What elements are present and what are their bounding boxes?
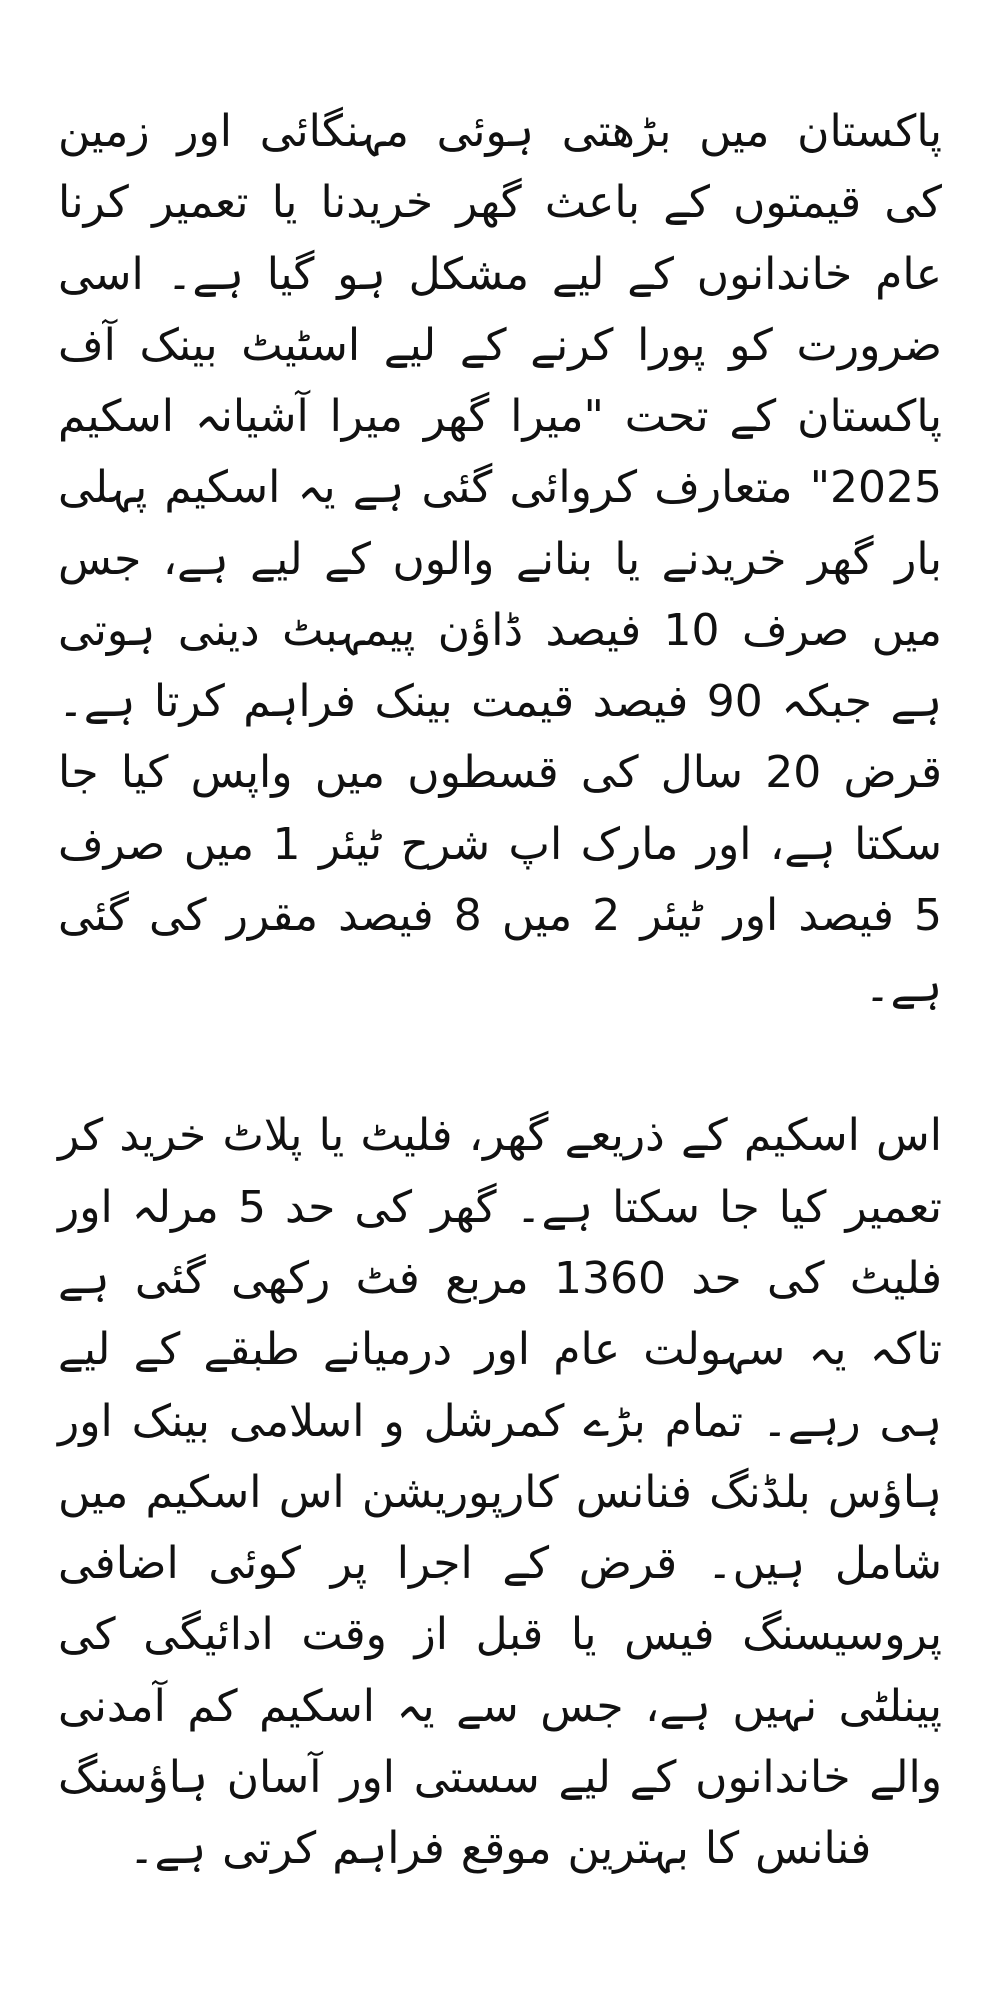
paragraph-2: اس اسکیم کے ذریعے گھر، فلیٹ یا پلاٹ خرید کر تعمیر کیا جا سکتا ہے۔ گھر کی حد 5 مرلہ اور فلیٹ کی حد 1360 مربع فٹ رکھی گئی ہے تاکہ یہ سہولت عام اور درمیانے طبقے کے لیے ہی رہے۔ تمام بڑے کمرشل و اسلامی بینک اور ہاؤس بلڈنگ فنانس کارپوریشن اس اسکیم میں شامل ہیں۔ قرض کے اجرا پر کوئی اضافی پروسیسنگ فیس یا قبل از وقت ادائیگی کی پینلٹی نہیں ہے، جس سے یہ اسکیم کم آمدنی والے خاندانوں کے لیے سستی اور آسان ہاؤسنگ فنانس کا بہترین موقع فراہم کرتی ہے۔ bbox=[58, 1110, 942, 1875]
paragraph-1: پاکستان میں بڑھتی ہوئی مہنگائی اور زمین کی قیمتوں کے باعث گھر خریدنا یا تعمیر کرنا عام خاندانوں کے لیے مشکل ہو گیا ہے۔ اسی ضرورت کو پورا کرنے کے لیے اسٹیٹ بینک آف پاکستان کے تحت "میرا گھر میرا آشیانہ اسکیم 2025" متعارف کروائی گئی ہے یہ اسکیم پہلی بار گھر خریدنے یا بنانے والوں کے لیے ہے، جس میں صرف 10 فیصد ڈاؤن پیمہبٹ دینی ہوتی ہے جبکہ 90 فیصد قیمت بینک فراہم کرتا ہے۔ قرض 20 سال کی قسطوں میں واپس کیا جا سکتا ہے، اور مارک اپ شرح ٹیئر 1 میں صرف 5 فیصد اور ٹیئر 2 میں 8 فیصد مقرر کی گئی ہے۔ bbox=[58, 106, 943, 1013]
article-body bbox=[58, 96, 942, 1884]
